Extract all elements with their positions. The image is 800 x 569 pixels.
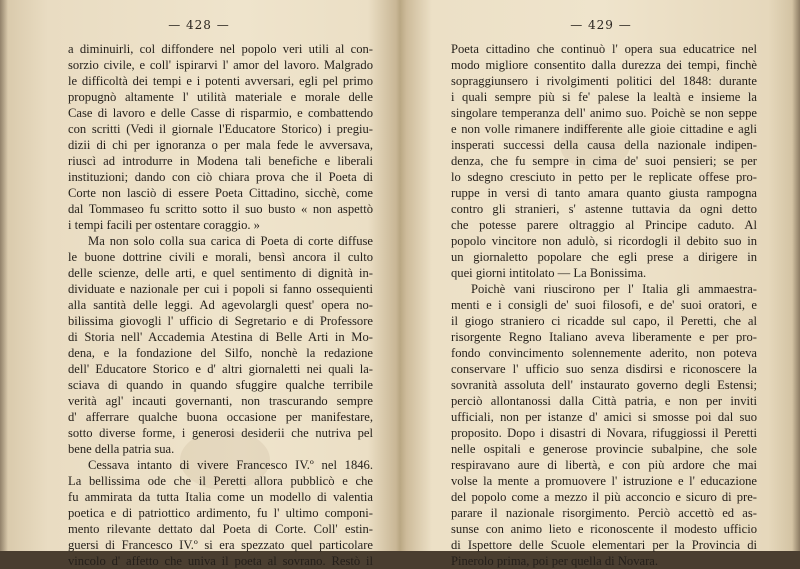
text-line: sopraggiunsero i rivolgimenti politici del 1848: durante: [451, 74, 757, 88]
page-number: — 428 —: [168, 18, 230, 32]
text-line: bilissima giovogli l' ufficio di Segretario e di Professore: [68, 314, 373, 328]
text-line: un giornaletto popolare che egli prese a dirigere in: [451, 250, 757, 264]
text-line: dena, e la fondazione del Silfo, nonchè la redazione: [68, 346, 373, 360]
text-line: ruppe in versi di tanto amara quanto giusta rampogna: [451, 186, 757, 200]
text-line: instituzioni; dando con ciò chiara prova che il Poeta di: [68, 170, 373, 184]
text-line: dal Tommaseo fu scritto sotto il suo busto « non aspettò: [68, 202, 373, 216]
text-line: propugnò altamente l' utilità materiale e morale delle: [68, 90, 373, 104]
text-line: Cessava intanto di vivere Francesco IV.º nel 1846.: [88, 458, 373, 472]
text-line: popolo vincitore non adulò, si ricordogli il debito suo in: [451, 234, 757, 248]
text-line: singolare temperanza dell' animo suo. Poichè se non seppe: [451, 106, 757, 120]
text-line: denza, che fu sempre in cima de' suoi pensieri; se per: [451, 154, 757, 168]
text-line: e non volle rimanere indifferente alle gioie cittadine e agli: [451, 122, 757, 136]
text-line: Poichè vani riuscirono per l' Italia gli ammaestra-: [471, 282, 757, 296]
text-line: le buone dottrine civili e morali, bensì ancora il culto: [68, 250, 373, 264]
text-line: nelle ospitali e generose provincie subalpine, che sole: [451, 442, 757, 456]
text-line: parare il nazionale risorgimento. Perciò accettò ed as-: [451, 506, 757, 520]
text-line: dizii di chi per ignoranza o per mala fede le avversava,: [68, 138, 373, 152]
text-line: lo sdegno cresciuto in petto per le replicate offese pro-: [451, 170, 757, 184]
text-line: fu ammirata da tutta Italia come un modello di valentia: [68, 490, 373, 504]
text-line: i quali sempre più si fe' palese la lealtà e insieme la: [451, 90, 757, 104]
text-line: Poeta cittadino che continuò l' opera sua educatrice nel: [451, 42, 757, 56]
text-line: contro gli stranieri, s' astenne tuttavia da ogni detto: [451, 202, 757, 216]
text-line: che potesse parere oltraggio al Principe caduto. Al: [451, 218, 757, 232]
text-line: alla santità delle leggi. Ad agevolargli quest' opera no-: [68, 298, 373, 312]
text-line: ufficiali, non per istanze d' amici si smosse poi dal suo: [451, 410, 757, 424]
text-line: riuscì ad introdurre in Modena tali benefiche e liberali: [68, 154, 373, 168]
text-line: vincolo d' affetto che univa il poeta al sovrano. Restò il: [68, 554, 373, 568]
text-line: sovranità assoluta dell' instaurato governo degli Estensi;: [451, 378, 757, 392]
text-line: sunse con animo lieto e riconoscente il modesto ufficio: [451, 522, 757, 536]
text-line: Pinerolo prima, poi per quella di Novara.: [451, 554, 659, 568]
text-line: i tempi facili per ostentare coraggio. »: [68, 218, 260, 232]
text-line: verità agl' incauti governanti, non trascurando sempre: [68, 394, 373, 408]
text-line: il giogo straniero ci ricadde sul capo, il Peretti, che al: [451, 314, 757, 328]
text-line: dividuate e nazionale per cui i popoli si fanno ossequienti: [68, 282, 373, 296]
left-page: [0, 0, 398, 568]
text-line: fondo convincimento solennemente aderito, non poteva: [451, 346, 757, 360]
page-number: — 429 —: [570, 18, 632, 32]
text-line: di Storia nell' Accademia Atestina di Belle Arti in Mo-: [68, 330, 373, 344]
text-line: del popolo come a mezzo il più acconcio e sicuro di pre-: [451, 490, 757, 504]
text-line: menti e i consigli de' suoi filosofi, e de' suoi oratori, e: [451, 298, 757, 312]
text-line: guersi di Francesco IV.º si era spezzato quel particolare: [68, 538, 373, 552]
text-line: sciava di quando in quando sfuggire qualche terribile: [68, 378, 373, 392]
text-line: conservare l' ufficio suo senza disdirsi e riconoscere la: [451, 362, 757, 376]
text-line: con scritti (Vedi il giornale l'Educatore Storico) i pregiu-: [68, 122, 373, 136]
page-body-text: [451, 41, 757, 569]
text-line: La bellissima ode che il Peretti allora pubblicò e che: [68, 474, 373, 488]
text-line: delle scienze, delle arti, e quel sentimento di dignità in-: [68, 266, 373, 280]
text-line: dell' Educatore Storico e d' altri giornaletti nei quali la-: [68, 362, 373, 376]
text-line: sorzio civile, e coll' ispirarvi l' amor del lavoro. Malgrado: [68, 58, 373, 72]
text-line: d' afferrare qualche buona occasione per manifestare,: [68, 410, 373, 424]
text-line: volse la mente a promuovere l' istruzione e l' educazione: [451, 474, 757, 488]
text-line: perciò allontanossi dalla Città patria, e non per inviti: [451, 394, 757, 408]
text-line: risorgente Regno Italiano aveva liberamente e per pro-: [451, 330, 757, 344]
text-line: mento rilevante dettato dal Poeta di Corte. Coll' estin-: [68, 522, 373, 536]
text-line: a diminuirli, col diffondere nel popolo veri utili al con-: [68, 42, 373, 56]
text-line: bene della patria sua.: [68, 442, 175, 456]
text-line: quei giorni intitolato — La Bonissima.: [451, 266, 647, 280]
text-line: proposito. Dopo i disastri di Novara, rifuggiossi il Peretti: [451, 426, 757, 440]
text-line: sotto diverse forme, i generosi desiderii che nutriva pel: [68, 426, 373, 440]
right-page: [402, 0, 800, 568]
text-line: insperati successi della causa della nazionale indipen-: [451, 138, 757, 152]
text-line: Case di lavoro e delle Casse di risparmio, e combattendo: [68, 106, 373, 120]
text-line: Corte non lasciò di essere Poeta Cittadino, sicchè, come: [68, 186, 373, 200]
text-line: poetica e di patriottico ardimento, fu l' ultimo componi-: [68, 506, 373, 520]
text-line: le difficoltà dei tempi e i potenti avversari, egli pel primo: [68, 74, 373, 88]
page-body-text: [68, 41, 373, 569]
text-line: Ma non solo colla sua carica di Poeta di corte diffuse: [88, 234, 373, 248]
text-line: respiravano aure di libertà, e con più ardore che mai: [451, 458, 757, 472]
text-line: di Ispettore delle Scuole elementari per la Provincia di: [451, 538, 757, 552]
text-line: modo migliore consentito dalla durezza dei tempi, finchè: [451, 58, 757, 72]
